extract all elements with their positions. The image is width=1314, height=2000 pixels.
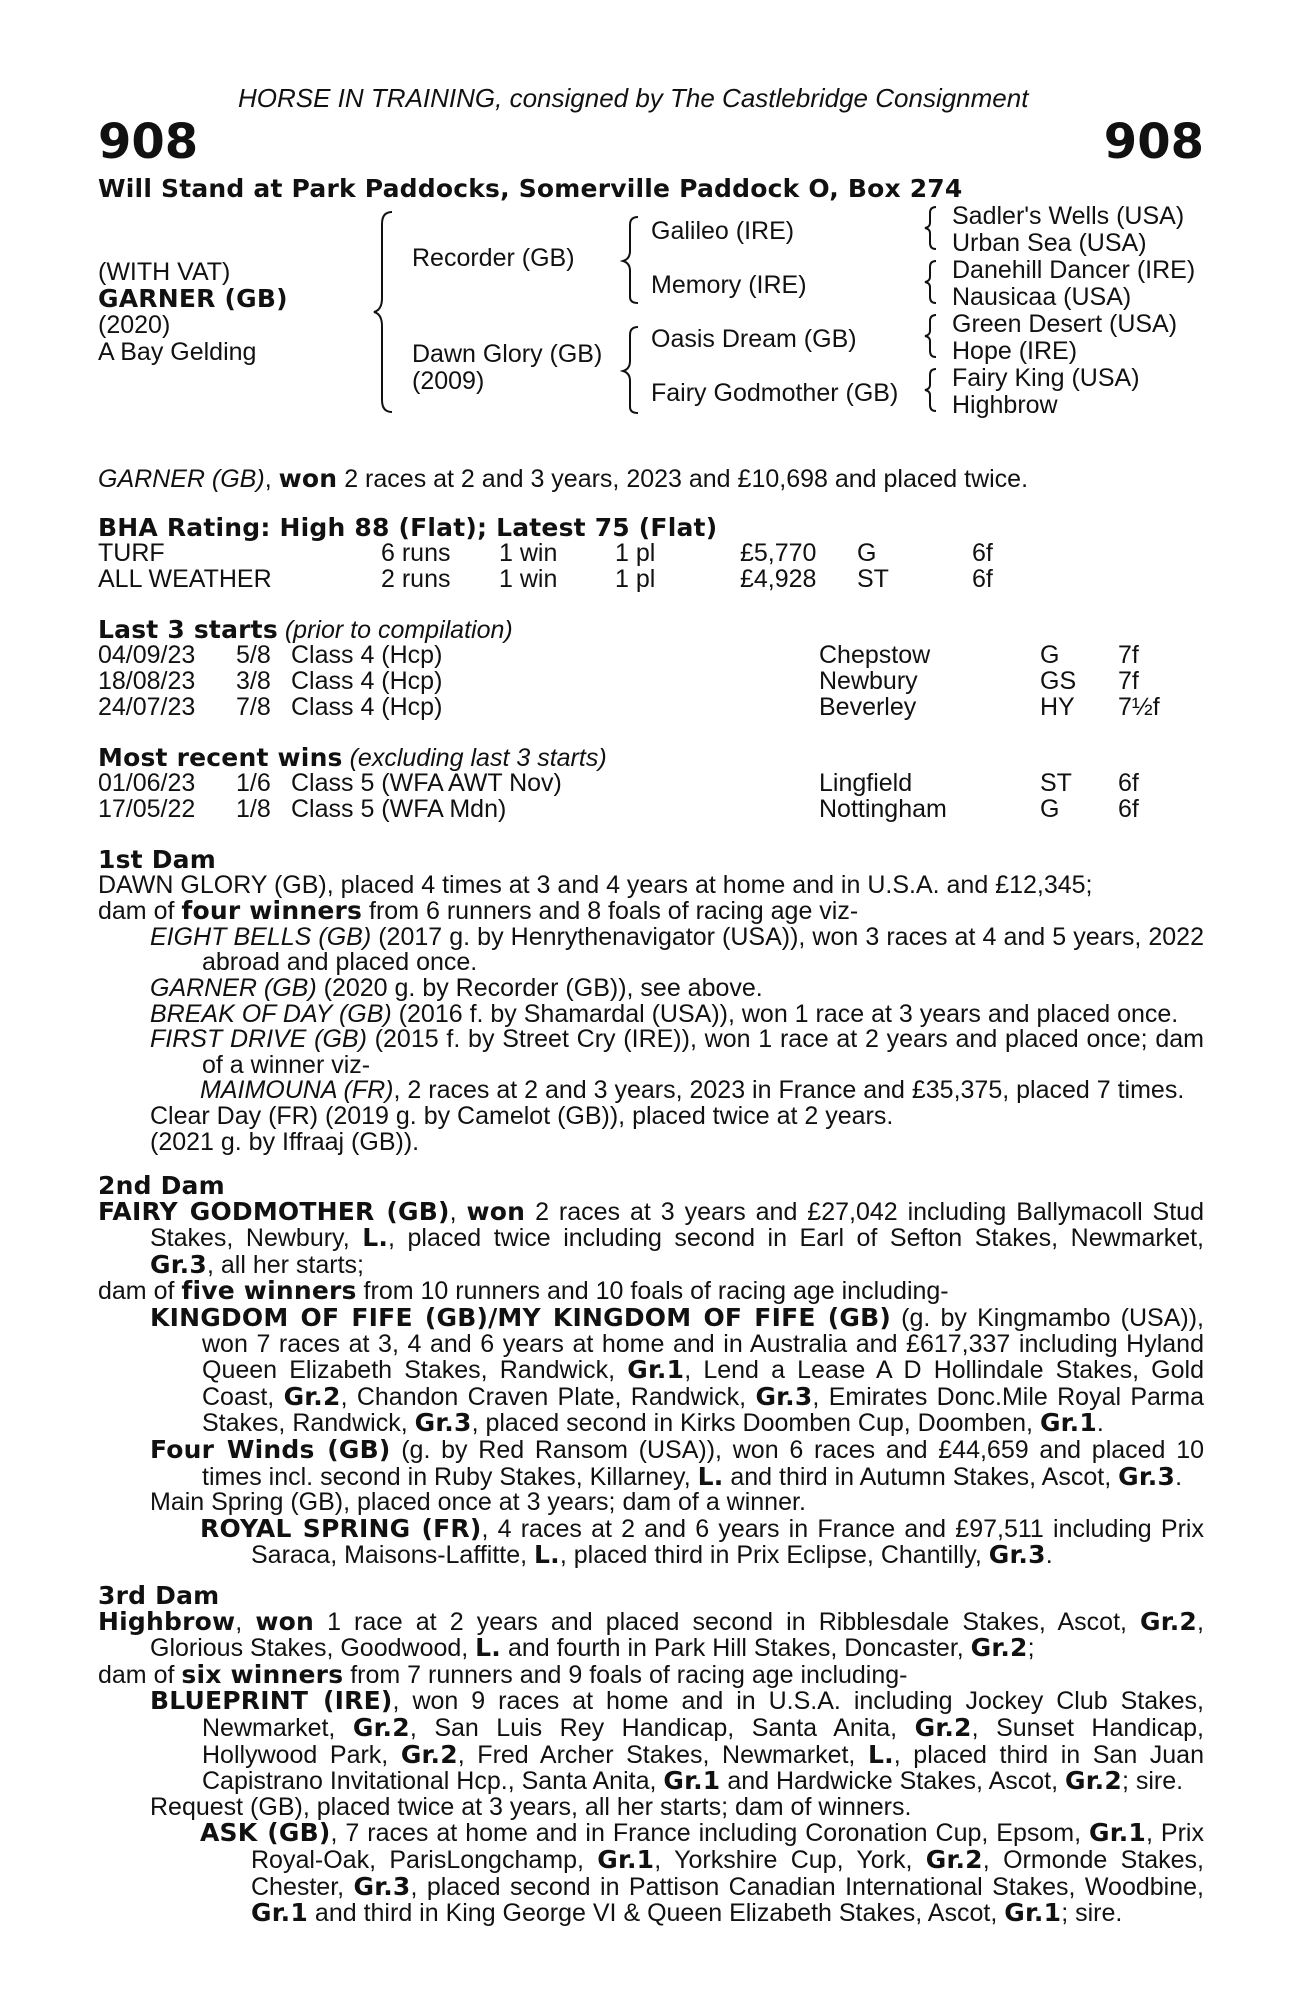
grade-label: Gr.1 [1004, 1898, 1062, 1928]
run-position: 3/8 [236, 667, 271, 695]
grade-label: Gr.2 [283, 1381, 341, 1411]
text: (g. by Red Ransom (USA)), won 6 races and £44,659 and placed 10 times incl. second in Ruby Stakes, Killarney, [202, 1435, 1205, 1491]
rating-distance: 6f [972, 539, 993, 567]
pedigree-sire-brace [620, 215, 646, 305]
text: 1 race at 2 years and placed second in Ribblesdale Stakes, Ascot, [313, 1607, 1141, 1636]
first-dam-heading: 1st Dam [98, 845, 217, 874]
recent-row [0, 797, 1314, 823]
grade-label: L. [362, 1223, 389, 1253]
last3-note: (prior to compilation) [284, 616, 513, 644]
win-course: Lingfield [819, 769, 913, 797]
run-race: Class 4 (Hcp) [291, 693, 443, 721]
first-dam-produce [98, 898, 1204, 925]
text: and third in King George VI & Queen Elizabeth Stakes, Ascot, [307, 1899, 1005, 1928]
win-date: 17/05/22 [98, 795, 196, 823]
third-dam-heading: 3rd Dam [98, 1581, 220, 1610]
summary-won: won [278, 464, 338, 493]
win-race: Class 5 (WFA AWT Nov) [291, 769, 562, 797]
lot-number-right: 908 [1103, 114, 1204, 170]
pedigree-dam-year: (2009) [412, 367, 485, 395]
run-course: Beverley [819, 693, 917, 721]
rating-placed: 1 pl [615, 539, 656, 567]
text: and Hardwicke Stakes, Ascot, [720, 1767, 1065, 1796]
text: ; sire. [1121, 1767, 1184, 1796]
produce-entry [200, 1513, 1204, 1570]
pedigree-g5: Green Desert (USA) [952, 310, 1178, 338]
produce-name: BLUEPRINT (IRE) [150, 1686, 393, 1716]
text: , won 9 races at home and in U.S.A. including Jockey Club Stakes, Newmarket, [202, 1687, 1204, 1742]
rating-prize: £4,928 [740, 565, 817, 593]
grade-label: Gr.2 [925, 1844, 983, 1874]
rating-placed: 1 pl [615, 565, 656, 593]
pedigree-dam-dam: Fairy Godmother (GB) [651, 379, 899, 407]
text: dam of [98, 897, 182, 926]
rating-prize: £5,770 [740, 539, 817, 567]
text: , Yorkshire Cup, York, [654, 1845, 926, 1874]
win-going: G [1040, 795, 1060, 823]
rating-runs: 2 runs [381, 565, 451, 593]
grade-label: Gr.1 [627, 1355, 685, 1385]
produce-entry: (2021 g. by Iffraaj (GB)). [150, 1127, 420, 1156]
run-race: Class 4 (Hcp) [291, 667, 443, 695]
rating-row-turf [0, 541, 1314, 567]
pedigree-dam: Dawn Glory (GB) [412, 340, 603, 368]
win-position: 1/8 [236, 795, 271, 823]
text: , Prix Royal-Oak, ParisLongchamp, [251, 1819, 1204, 1874]
produce-name: FIRST DRIVE (GB) [150, 1025, 367, 1054]
dam-name: FAIRY GODMOTHER (GB) [98, 1196, 450, 1226]
run-date: 24/07/23 [98, 693, 196, 721]
pedigree-sire-dam: Memory (IRE) [651, 271, 807, 299]
text: , placed second in Pattison Canadian International Stakes, Woodbine, [410, 1872, 1204, 1901]
pedigree-brace-g12 [922, 205, 942, 251]
last3-heading [98, 617, 513, 644]
grade-label: Gr.2 [970, 1633, 1028, 1663]
won-label: won [255, 1606, 314, 1636]
text: (g. by Kingmambo (USA)), won 7 races at 3, 4 and 6 years at home and in Australia and £617,337 including Hyland Queen Elizabeth Stakes, Randwick, [202, 1303, 1204, 1385]
run-course: Chepstow [819, 641, 931, 669]
produce-entry [200, 1820, 1204, 1926]
win-course: Nottingham [819, 795, 947, 823]
horse-description: A Bay Gelding [98, 338, 257, 366]
recent-heading [98, 745, 607, 772]
grade-label: Gr.1 [597, 1844, 655, 1874]
produce-entry: Main Spring (GB), placed once at 3 years; dam of a winner. [150, 1488, 806, 1517]
produce-text: (2020 g. by Recorder (GB)), see above. [316, 973, 763, 1002]
text: and third in Autumn Stakes, Ascot, [723, 1462, 1119, 1491]
grade-label: Gr.3 [150, 1249, 207, 1279]
pedigree-g4: Nausicaa (USA) [952, 283, 1132, 311]
rating-row-aw [0, 567, 1314, 593]
produce-text: (2015 f. by Street Cry (IRE)), won 1 race at 2 years and placed once; dam of a winner viz- [202, 1025, 1204, 1079]
produce-entry [150, 1688, 1204, 1794]
text: , placed twice including second in Earl of Sefton Stakes, Newmarket, [388, 1224, 1204, 1253]
run-going: G [1040, 641, 1060, 669]
text: , Lend a Lease A D Hollindale Stakes, Gold Coast, [202, 1356, 1204, 1411]
pedigree-g6: Hope (IRE) [952, 337, 1078, 365]
text: 2 races at 3 years and £27,042 including Ballymacoll Stud Stakes, Newbury, [150, 1197, 1204, 1253]
dam-name: Highbrow [98, 1606, 236, 1636]
grade-label: Gr.2 [914, 1712, 972, 1742]
run-distance: 7f [1118, 641, 1139, 669]
run-going: HY [1040, 693, 1075, 721]
run-position: 7/8 [236, 693, 271, 721]
pedigree-g8: Highbrow [952, 391, 1058, 419]
pedigree-main-brace [370, 210, 400, 415]
produce-name: KINGDOM OF FIFE (GB)/MY KINGDOM OF FIFE (GB) [150, 1302, 891, 1332]
produce-entry [150, 1302, 1204, 1438]
text: , 4 races at 2 and 6 years in France and £97,511 including Prix Saraca, Maisons-Laffitte, [251, 1514, 1204, 1570]
last3-row [0, 669, 1314, 695]
grade-label: L. [697, 1461, 724, 1491]
summary-text: 2 races at 2 and 3 years, 2023 and £10,698 and placed twice. [337, 465, 1029, 493]
run-going: GS [1040, 667, 1077, 695]
pedigree-sire-sire: Galileo (IRE) [651, 217, 795, 245]
produce-entry: Clear Day (FR) (2019 g. by Camelot (GB)), placed twice at 2 years. [150, 1101, 894, 1130]
pedigree-brace-g34 [922, 259, 942, 305]
win-race: Class 5 (WFA Mdn) [291, 795, 507, 823]
horse-name: GARNER (GB) [98, 284, 288, 313]
produce-text: (2016 f. by Shamardal (USA)), won 1 race at 3 years and placed once. [391, 999, 1179, 1028]
produce-entry [150, 1434, 1205, 1491]
run-distance: 7f [1118, 667, 1139, 695]
text: , Emirates Donc.Mile Royal Parma Stakes, Randwick, [202, 1382, 1204, 1438]
text: , Ormonde Stakes, Chester, [251, 1845, 1204, 1901]
text: dam of [98, 1660, 182, 1689]
last3-row [0, 643, 1314, 669]
run-course: Newbury [819, 667, 918, 695]
text: , Fred Archer Stakes, Newmarket, [457, 1740, 868, 1769]
grade-label: Gr.3 [988, 1540, 1046, 1570]
pedigree-brace-g56 [922, 313, 942, 359]
won-label: won [466, 1196, 526, 1226]
text: , placed third in San Juan Capistrano Invitational Hcp., Santa Anita, [202, 1740, 1204, 1796]
pedigree-dam-brace [620, 325, 646, 415]
grade-label: Gr.1 [1089, 1818, 1147, 1848]
win-date: 01/06/23 [98, 769, 196, 797]
pedigree-dam-sire: Oasis Dream (GB) [651, 325, 857, 353]
run-distance: 7½f [1118, 693, 1160, 721]
last3-title: Last 3 starts [98, 615, 278, 644]
pedigree-sire: Recorder (GB) [412, 244, 575, 272]
grade-label: L. [867, 1739, 894, 1769]
win-distance: 6f [1118, 769, 1139, 797]
text: , Glorious Stakes, Goodwood, [150, 1607, 1204, 1663]
text: , Sunset Handicap, Hollywood Park, [202, 1713, 1204, 1769]
text: from 10 runners and 10 foals of racing age including- [356, 1277, 949, 1306]
pedigree-g1: Sadler's Wells (USA) [952, 202, 1185, 230]
produce-entry: Request (GB), placed twice at 3 years, all her starts; dam of winners. [150, 1792, 912, 1821]
text: dam of [98, 1277, 182, 1306]
winner-count: five winners [181, 1276, 357, 1306]
text: from 6 runners and 8 foals of racing age viz- [362, 897, 859, 926]
recent-note: (excluding last 3 starts) [349, 744, 607, 772]
text: , San Luis Rey Handicap, Santa Anita, [409, 1713, 915, 1742]
third-dam-summary [98, 1606, 1204, 1663]
second-dam-summary [98, 1196, 1204, 1279]
grade-label: Gr.2 [1140, 1606, 1198, 1636]
text: , placed third in Prix Eclipse, Chantilly, [559, 1541, 989, 1570]
second-dam-section [98, 1173, 1204, 1569]
stand-location: Will Stand at Park Paddocks, Somerville Paddock O, Box 274 [98, 174, 963, 203]
grade-label: Gr.3 [1118, 1461, 1176, 1491]
produce-entry [200, 1078, 1204, 1104]
produce-text: (2017 g. by Henrythenavigator (USA)), won 3 races at 4 and 5 years, 2022 abroad and placed once. [202, 922, 1204, 977]
produce-name: Four Winds (GB) [150, 1434, 391, 1464]
consignment-header: HORSE IN TRAINING, consigned by The Castlebridge Consignment [238, 83, 1029, 113]
produce-entry [150, 1027, 1204, 1078]
text: ; [1027, 1634, 1035, 1663]
produce-entry [150, 973, 1204, 1002]
text: , all her starts; [206, 1250, 364, 1279]
grade-label: Gr.1 [1039, 1408, 1097, 1438]
winner-count: four winners [181, 896, 363, 926]
second-dam-produce [98, 1278, 1204, 1305]
recent-row [0, 771, 1314, 797]
text: , [449, 1197, 467, 1226]
produce-name: BREAK OF DAY (GB) [150, 999, 392, 1028]
grade-label: L. [534, 1540, 560, 1570]
last3-row [0, 695, 1314, 721]
vat-note: (WITH VAT) [98, 258, 231, 286]
grade-label: Gr.3 [755, 1381, 813, 1411]
text: , [235, 1607, 256, 1636]
rating-going: ST [857, 565, 889, 593]
summary-horse-name: GARNER (GB) [98, 465, 265, 493]
horse-year: (2020) [98, 311, 171, 339]
text: , placed second in Kirks Doomben Cup, Doomben, [471, 1409, 1040, 1438]
first-dam-summary: DAWN GLORY (GB), placed 4 times at 3 and 4 years at home and in U.S.A. and £12,345; [98, 870, 1093, 899]
text: . [1045, 1541, 1053, 1570]
grade-label: Gr.2 [400, 1739, 458, 1769]
run-date: 04/09/23 [98, 641, 196, 669]
win-distance: 6f [1118, 795, 1139, 823]
rating-distance: 6f [972, 565, 993, 593]
grade-label: Gr.2 [1064, 1766, 1122, 1796]
win-going: ST [1040, 769, 1072, 797]
produce-name: EIGHT BELLS (GB) [150, 922, 372, 951]
grade-label: L. [475, 1633, 501, 1663]
grade-label: Gr.1 [251, 1898, 308, 1928]
first-dam-section [98, 847, 1204, 1155]
rating-title: BHA Rating: High 88 (Flat); Latest 75 (Flat) [98, 513, 718, 542]
run-position: 5/8 [236, 641, 271, 669]
recent-title: Most recent wins [98, 743, 343, 772]
rating-going: G [857, 539, 877, 567]
win-position: 1/6 [236, 769, 271, 797]
text: , 7 races at home and in France including Coronation Cup, Epsom, [330, 1819, 1090, 1848]
rating-wins: 1 win [499, 565, 558, 593]
rating-surface: TURF [98, 539, 165, 567]
winner-count: six winners [181, 1659, 344, 1689]
produce-entry [150, 922, 1204, 977]
text: , Chandon Craven Plate, Randwick, [340, 1382, 756, 1411]
rating-surface: ALL WEATHER [98, 565, 272, 593]
run-date: 18/08/23 [98, 667, 196, 695]
run-race: Class 4 (Hcp) [291, 641, 443, 669]
grade-label: Gr.3 [353, 1871, 411, 1901]
produce-name: ROYAL SPRING (FR) [200, 1513, 482, 1543]
third-dam-section [98, 1583, 1204, 1927]
text: ; sire. [1061, 1899, 1123, 1928]
text: and fourth in Park Hill Stakes, Doncaster, [501, 1634, 971, 1663]
grade-label: Gr.2 [352, 1712, 410, 1742]
pedigree-g3: Danehill Dancer (IRE) [952, 256, 1196, 284]
produce-name: MAIMOUNA (FR) [200, 1076, 394, 1105]
produce-name: ASK (GB) [200, 1818, 331, 1848]
grade-label: Gr.1 [663, 1766, 721, 1796]
text: . [1096, 1409, 1104, 1438]
produce-name: GARNER (GB) [150, 973, 317, 1002]
produce-text: , 2 races at 2 and 3 years, 2023 in France and £35,375, placed 7 times. [393, 1076, 1185, 1105]
grade-label: Gr.3 [414, 1408, 472, 1438]
rating-runs: 6 runs [381, 539, 451, 567]
text: from 7 runners and 9 foals of racing age including- [343, 1660, 908, 1689]
lot-number-left: 908 [98, 114, 199, 170]
second-dam-heading: 2nd Dam [98, 1171, 225, 1200]
rating-wins: 1 win [499, 539, 558, 567]
pedigree-brace-g78 [922, 367, 942, 413]
pedigree-g2: Urban Sea (USA) [952, 229, 1147, 257]
third-dam-produce [98, 1659, 1204, 1689]
text: . [1175, 1462, 1183, 1491]
produce-entry [150, 999, 1204, 1028]
pedigree-g7: Fairy King (USA) [952, 364, 1140, 392]
race-summary: GARNER (GB), won 2 races at 2 and 3 years, 2023 and £10,698 and placed twice. [98, 464, 1029, 493]
